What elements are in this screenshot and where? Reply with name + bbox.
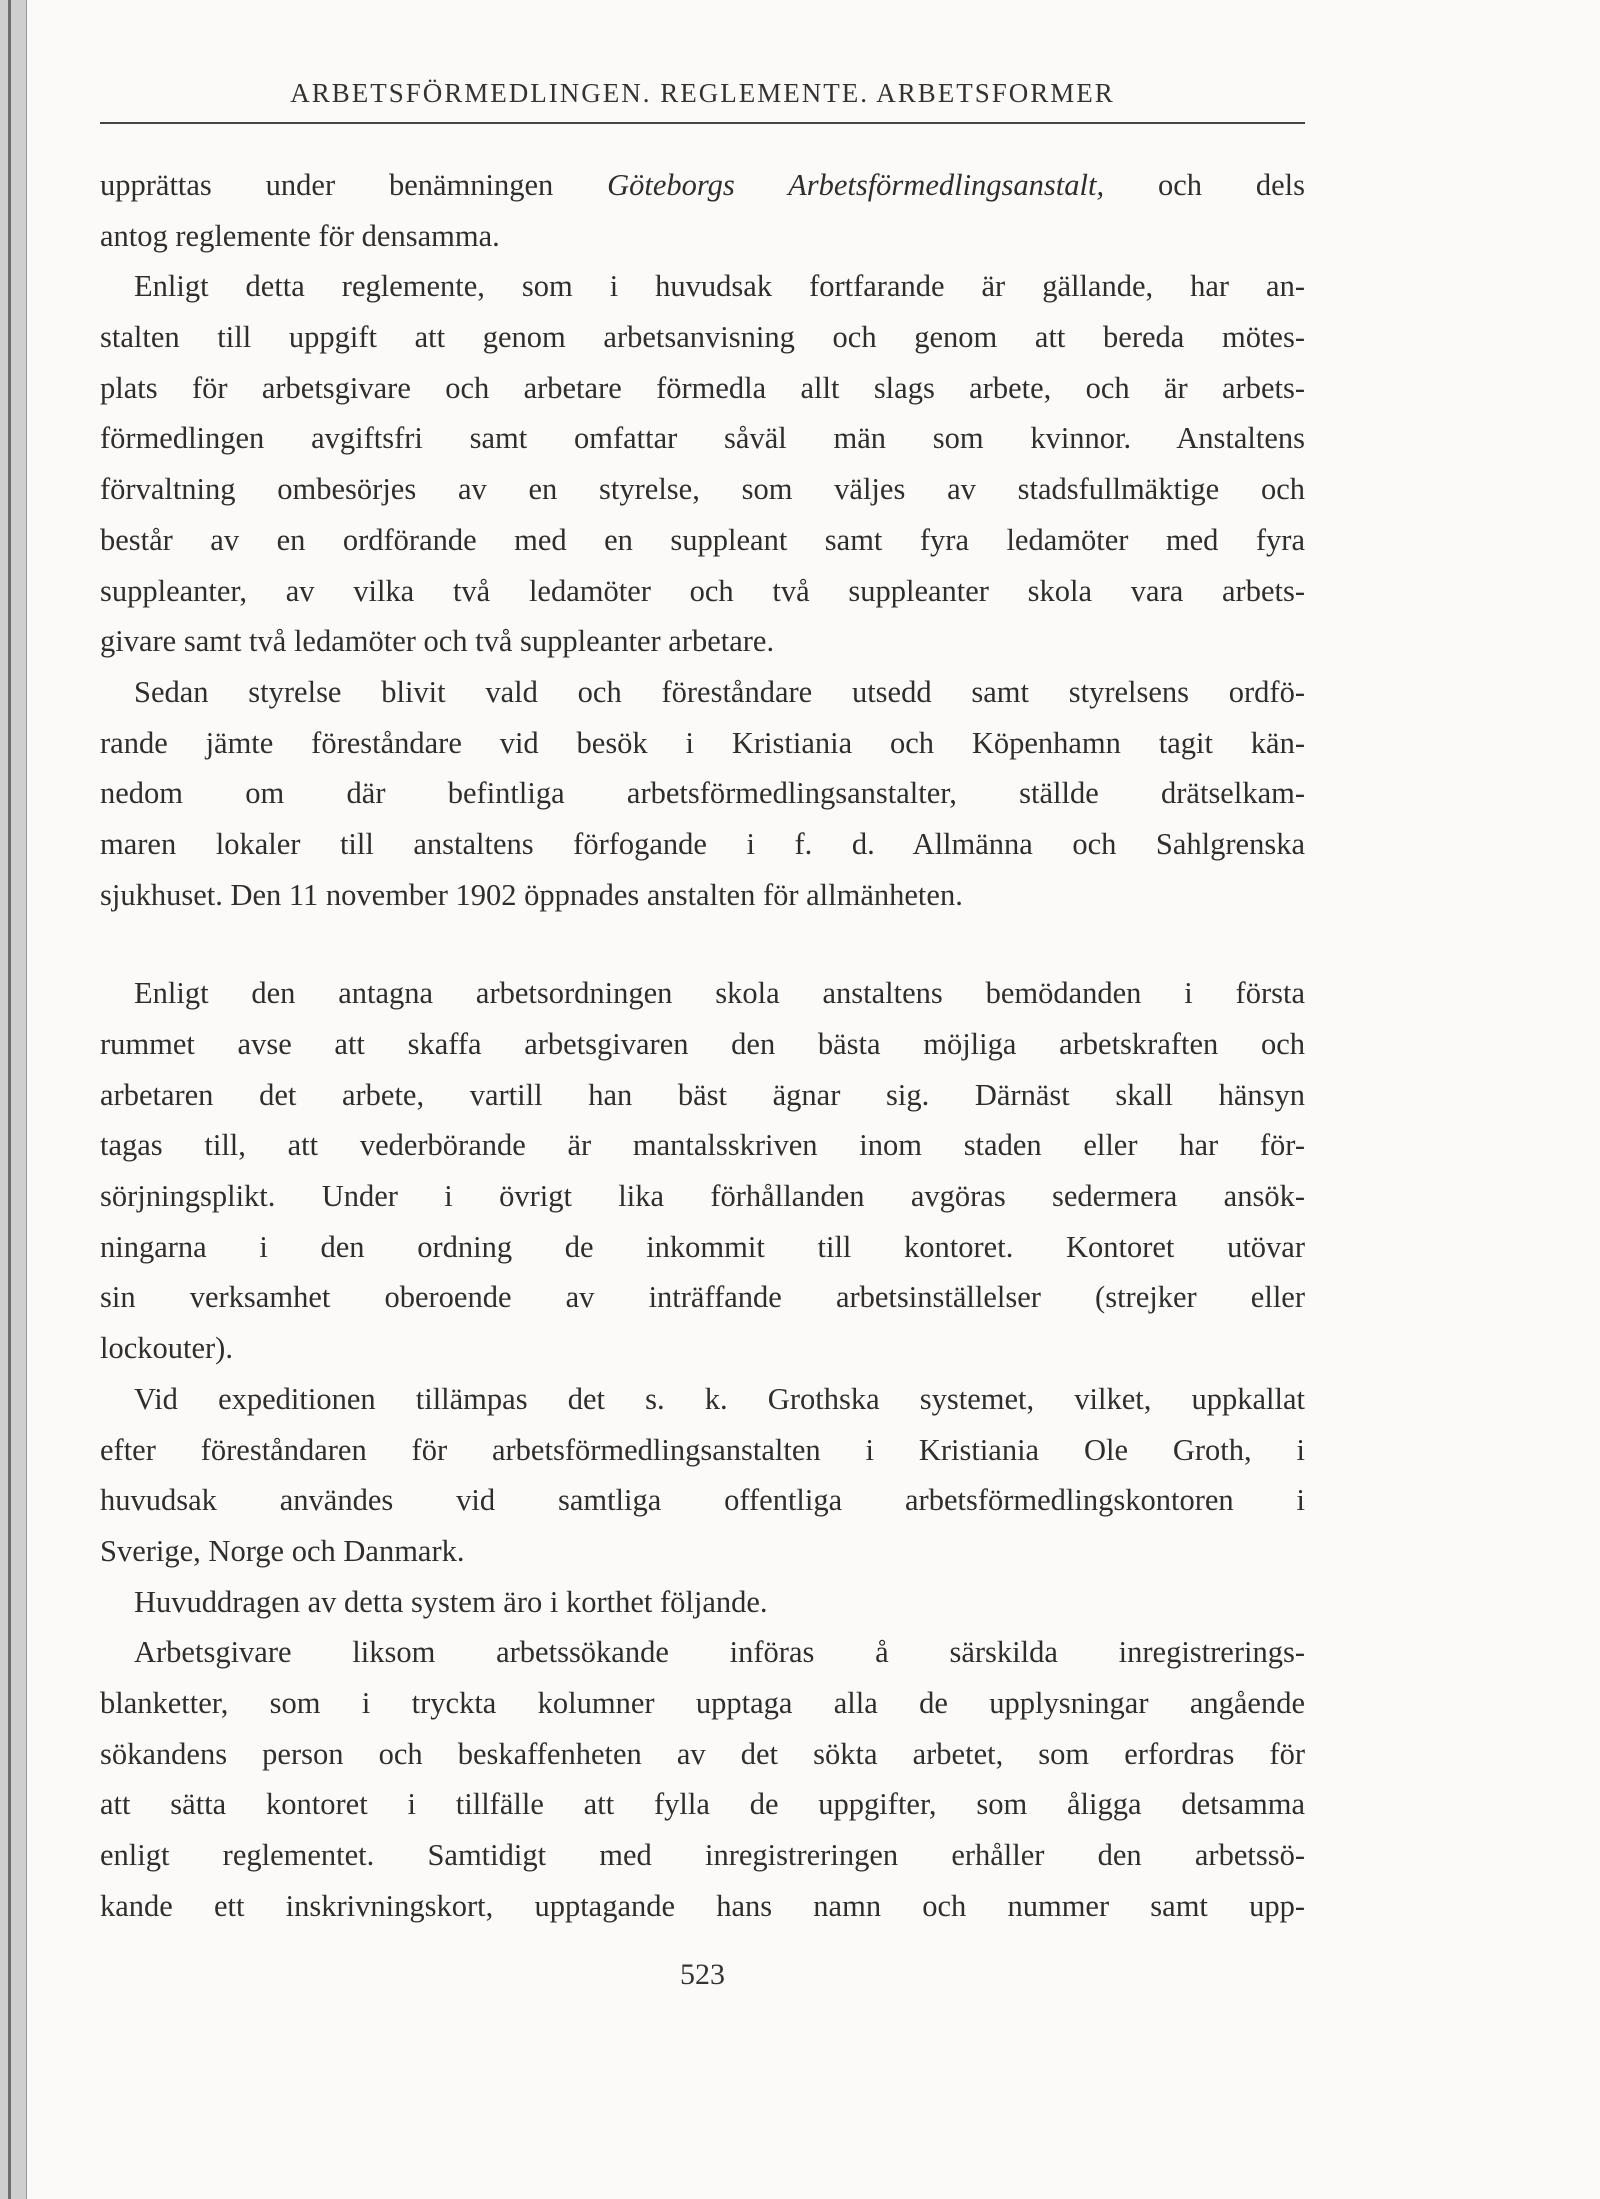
text-line: att sätta kontoret i tillfälle att fylla de uppgifter, som åligga detsamma [100,1787,1305,1822]
institution-name: Göteborgs Arbetsförmedlingsanstalt, [607,168,1105,202]
text-line: suppleanter, av vilka två ledamöter och två suppleanter skola vara arbets- [100,573,1305,608]
page-number: 523 [680,1958,725,1991]
text-line: lockouter). [100,1331,233,1366]
body-text [100,160,1305,1931]
text-line: sökandens person och beskaffenheten av det sökta arbetet, som erfordras för [100,1736,1305,1771]
paragraph-3 [100,667,1305,920]
text-line: Huvuddragen av detta system äro i korthet följande. [134,1584,768,1619]
text-line: givare samt två ledamöter och två suppleanter arbetare. [100,624,775,659]
text-line: tagas till, att vederbörande är mantalsskriven inom staden eller har för- [100,1128,1305,1163]
text-line: enligt reglementet. Samtidigt med inregistreringen erhåller den arbetssö- [100,1838,1305,1872]
text-line: Sedan styrelse blivit vald och föreståndare utsedd samt styrelsens ordfö- [134,674,1305,709]
paragraph-2 [100,261,1305,667]
text-line: sjukhuset. Den 11 november 1902 öppnades anstalten för allmänheten. [100,877,963,912]
text-line: upprättas under benämningen Göteborgs Arbetsförmedlingsanstalt, och dels [100,168,1305,202]
running-header: ARBETSFÖRMEDLINGEN. REGLEMENTE. ARBETSFORMER [290,78,1115,108]
text-line: efter föreståndaren för arbetsförmedlingsanstalten i Kristiania Ole Groth, i [100,1432,1305,1467]
paragraph-5 [100,1374,1305,1577]
section-gap [100,920,1305,968]
text-line: sin verksamhet oberoende av inträffande arbetsinställelser (strejker eller [100,1280,1305,1315]
text-line: Vid expeditionen tillämpas det s. k. Grothska systemet, vilket, uppkallat [134,1381,1305,1416]
text-line: stalten till uppgift att genom arbetsanvisning och genom att bereda mötes- [100,320,1305,355]
paragraph-7 [100,1627,1305,1931]
text-line: består av en ordförande med en suppleant samt fyra ledamöter med fyra [100,522,1305,557]
text-line: ningarna i den ordning de inkommit till kontoret. Kontoret utövar [100,1229,1305,1264]
header-rule [100,122,1305,124]
binding-line [8,0,11,2199]
text-line: sörjningsplikt. Under i övrigt lika förhållanden avgöras sedermera ansök- [100,1179,1305,1214]
text-line: nedom om där befintliga arbetsförmedlingsanstalter, ställde drätselkam- [100,776,1305,811]
text-line: blanketter, som i tryckta kolumner upptaga alla de upplysningar angående [100,1685,1305,1720]
paragraph-6 [100,1577,1305,1628]
text-line: huvudsak användes vid samtliga offentliga arbetsförmedlingskontoren i [100,1483,1305,1518]
text-line: förmedlingen avgiftsfri samt omfattar såväl män som kvinnor. Anstaltens [100,421,1305,456]
paragraph-4 [100,968,1305,1374]
text-line: förvaltning ombesörjes av en styrelse, som väljes av stadsfullmäktige och [100,472,1305,507]
text-line: arbetaren det arbete, vartill han bäst ägnar sig. Därnäst skall hänsyn [100,1077,1305,1112]
text-line: antog reglemente för densamma. [100,218,500,253]
text-line: rande jämte föreståndare vid besök i Kristiania och Köpenhamn tagit kän- [100,725,1305,760]
text-line: Sverige, Norge och Danmark. [100,1533,465,1568]
scan-left-edge [0,0,27,2199]
text-line: kande ett inskrivningskort, upptagande hans namn och nummer samt upp- [100,1888,1305,1923]
text-line: plats för arbetsgivare och arbetare förmedla allt slags arbete, och är arbets- [100,370,1305,405]
text-line: maren lokaler till anstaltens förfogande i f. d. Allmänna och Sahlgrenska [100,826,1305,861]
text-line: Enligt detta reglemente, som i huvudsak fortfarande är gällande, har an- [134,269,1305,304]
text-line: Enligt den antagna arbetsordningen skola anstaltens bemödanden i första [134,976,1305,1011]
text-line: Arbetsgivare liksom arbetssökande införas å särskilda inregistrerings- [134,1635,1305,1670]
text-line: rummet avse att skaffa arbetsgivaren den bästa möjliga arbetskraften och [100,1027,1305,1061]
paragraph-1 [100,160,1305,261]
